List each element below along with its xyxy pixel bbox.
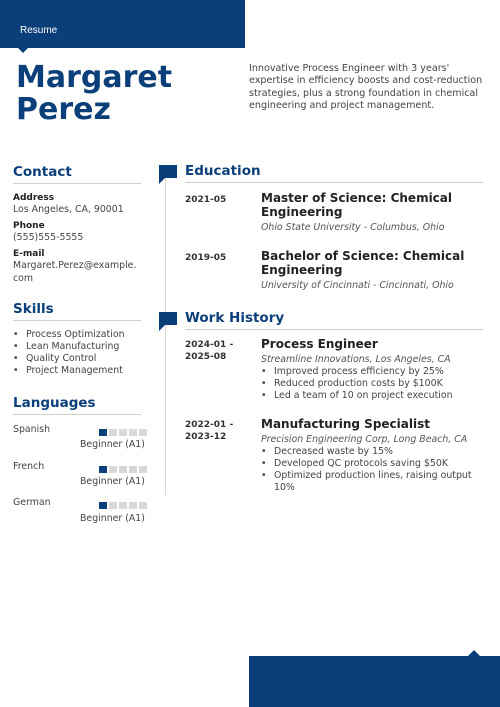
education-date: 2019-05 [185,253,227,263]
work-company: Precision Engineering Corp, Long Beach, CA [261,434,468,445]
candidate-name [16,62,172,126]
languages-divider [13,414,141,415]
address-label: Address [13,193,55,203]
contact-divider [13,183,141,184]
skills-list [13,329,125,377]
work-date: 2022-01 - 2023-12 [185,420,234,442]
phone-label: Phone [13,221,45,231]
skill-item: • Process Optimization [13,329,125,341]
education-degree: Bachelor of Science: Chemical Engineering [261,249,465,277]
level-segment [99,429,107,436]
language-level: Beginner (A1) [80,513,145,524]
email-label: E-mail [13,249,45,259]
name-first: Margaret [16,60,173,95]
level-segment [129,502,137,509]
header-notch [17,47,29,53]
level-segment [109,466,117,473]
header-bar [0,0,245,48]
work-company: Streamline Innovations, Los Angeles, CA [261,354,451,365]
skills-title: Skills [13,301,54,317]
level-segment [99,466,107,473]
work-bullet: • Reduced production costs by $100K [261,378,486,390]
name-last: Perez [16,92,111,127]
skill-item: • Lean Manufacturing [13,341,125,353]
education-divider [185,182,483,183]
level-segment [129,466,137,473]
education-title: Education [185,163,261,179]
language-name: German [13,497,51,508]
work-bullet: • Improved process efficiency by 25% [261,366,486,378]
language-name: Spanish [13,424,51,435]
profile-summary: Innovative Process Engineer with 3 years' expertise in efficiency boosts and cost-reduction strategies, plus a strong foundation in chemical engineering and project management. [249,63,483,112]
level-segment [119,429,127,436]
level-segment [109,429,117,436]
language-level: Beginner (A1) [80,439,145,450]
level-segment [109,502,117,509]
resume-tag: Resume [20,25,58,36]
level-segment [99,502,107,509]
work-bullets [261,366,486,402]
language-level-bar [99,466,147,473]
level-segment [139,466,147,473]
skills-divider [13,320,141,321]
level-segment [119,466,127,473]
language-name: French [13,461,45,472]
skill-item: • Project Management [13,365,125,377]
work-role: Manufacturing Specialist [261,417,430,431]
work-role: Process Engineer [261,337,378,351]
footer-block [249,656,500,707]
language-level: Beginner (A1) [80,476,145,487]
education-date: 2021-05 [185,195,227,205]
contact-title: Contact [13,164,72,180]
language-level-bar [99,429,147,436]
work-title: Work History [185,310,285,326]
education-school: Ohio State University - Columbus, Ohio [261,222,445,233]
language-level-bar [99,502,147,509]
level-segment [129,429,137,436]
address-value: Los Angeles, CA, 90001 [13,204,124,215]
email-value: Margaret.Perez@example.com [13,260,137,284]
languages-title: Languages [13,395,96,411]
phone-value: (555)555-5555 [13,232,84,243]
work-bullet: • Led a team of 10 on project execution [261,390,486,402]
work-divider [185,329,483,330]
skill-item: • Quality Control [13,353,125,365]
level-segment [119,502,127,509]
timeline-line [165,170,166,495]
education-school: University of Cincinnati - Cincinnati, Ohio [261,280,454,291]
work-bullets [261,446,476,494]
work-bullet: • Optimized production lines, raising output 10% [261,470,476,494]
work-bullet: • Decreased waste by 15% [261,446,476,458]
work-bullet: • Developed QC protocols saving $50K [261,458,476,470]
work-date: 2024-01 - 2025-08 [185,340,234,362]
level-segment [139,502,147,509]
education-degree: Master of Science: Chemical Engineering [261,191,453,219]
level-segment [139,429,147,436]
